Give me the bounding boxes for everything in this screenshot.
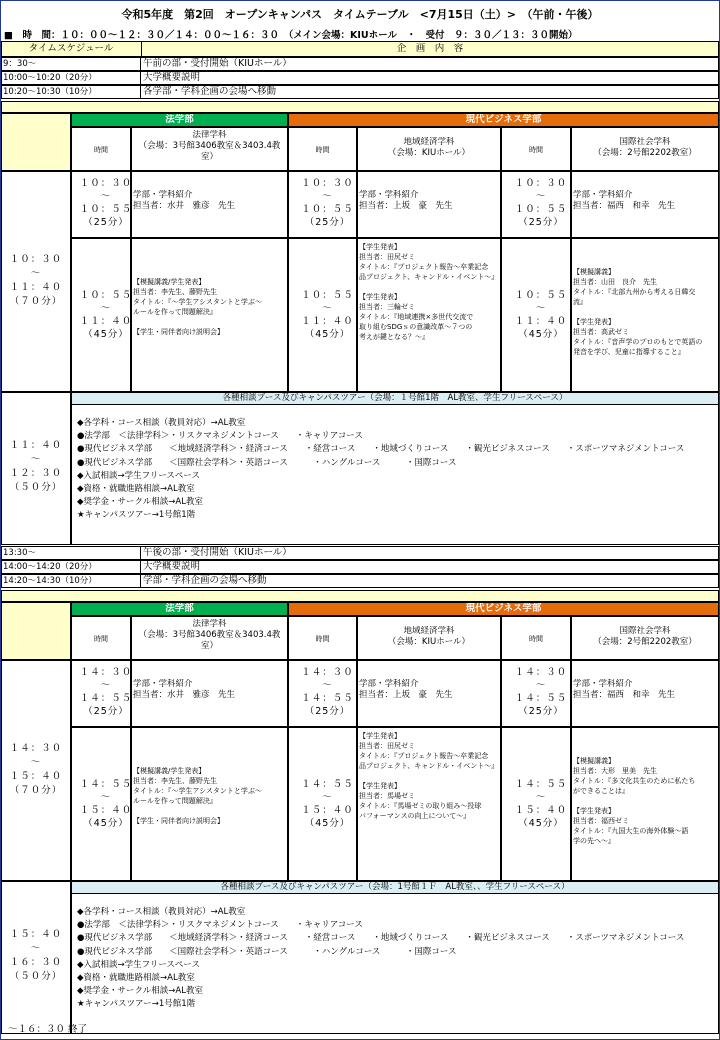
pm-time-header: 時間 (94, 635, 108, 643)
am-dept-law: 法律学科 （会場：3号館3406教室＆3403.4教 室） (138, 130, 281, 162)
am-time-header: 時間 (315, 146, 330, 154)
am-a1-time: １０：３０ ～ １０：５５ （25分） (514, 178, 568, 228)
am-block-time: １０：３０ ～ １１：４０ （７０分） (9, 254, 63, 307)
pm-a2-time: １４：５５ ～ １５：４０ （45分） (514, 779, 568, 829)
am-dept-regional: 地域経済学科 （会場：KIUホール） (387, 137, 471, 158)
pm-a2-law: 【模擬講義/学生発表】 担当者：李先生、藤野先生 タイトル：『～学生アシスタントと学ぶ～ ルールを作って問題解決』 【学生・同伴者向け説明会】 (133, 767, 262, 825)
pm-block-time: １４：３０ ～ １５：４０ （７０分） (9, 743, 63, 796)
am-a2-time: １０：５５ ～ １１：４０ （45分） (301, 290, 354, 340)
am-a1-intl: 学部・学科紹介 担当者：福西 和幸 先生 (573, 190, 676, 211)
am-info-text: 午前の部・受付開始（KIUホール） (143, 58, 292, 69)
am-info-text: 大学概要説明 (143, 72, 201, 83)
am-a1-law: 学部・学科紹介 担当者：水井 雅彦 先生 (133, 190, 236, 211)
pm-dept-intl: 国際社会学科 （会場：2号館2202教室） (593, 626, 697, 647)
pm-time-header: 時間 (315, 635, 330, 643)
pm-info-text: 大学概要説明 (143, 561, 201, 572)
pm-law-label: 法学部 (165, 603, 194, 614)
pm-a1-time: １４：３０ ～ １４：５５ （25分） (301, 667, 354, 717)
am-corner (1, 113, 71, 171)
page-subtitle: ■ 時 間：１０：００～１２：３０／１４：００～１６：３０ （メイン会場：KIUホール ・ 受付 ９：３０／１３：３０開始） (4, 30, 578, 41)
am-time-header: 時間 (529, 146, 543, 154)
pm-biz-label: 現代ビジネス学部 (465, 603, 542, 614)
am-booth-body: ◆各学科・コース相談（教員対応）→AL教室 ●法学部 ＜法律学科＞・リスクマネジメントコース ・キャリアコース ●現代ビジネス学部 ＜地域経済学科＞・経済コース ・経営コース ・地域づくりコース ・観光ビジネスコース ・スポーツマネジメントコース ●現代ビジネス学部 ＜国際社会学科＞・英語コース ・ハングルコース ・国際コース ◆入試相談→学生フリースペース ◆資格・就職進路相談→AL教室 ◆奨学金・サークル相談→AL教室 ★キャンパスツアー→1号館1階 (77, 418, 685, 521)
pm-a1-regional: 学部・学科紹介 担当者：上坂 豪 先生 (359, 679, 453, 700)
pm-a2-time: １４：５５ ～ １５：４０ （45分） (301, 779, 354, 829)
am-a1-regional: 学部・学科紹介 担当者：上坂 豪 先生 (359, 190, 453, 211)
am-booth-title: 各種相談ブース及びキャンパスツアー（会場：１号館1階 AL教室、学生フリースペース） (222, 393, 568, 403)
pm-corner (1, 602, 71, 660)
am-law-label: 法学部 (165, 114, 194, 125)
pm-dept-regional: 地域経済学科 （会場：KIUホール） (387, 626, 471, 647)
pm-booth-body: ◆各学科・コース相談（教員対応）→AL教室 ●法学部 ＜法律学科＞・リスクマネジメントコース ・キャリアコース ●現代ビジネス学部 ＜地域経済学科＞・経済コース ・経営コース ・地域づくりコース ・観光ビジネスコース ・スポーツマネジメントコース ●現代ビジネス学部 ＜国際社会学科＞・英語コース ・ハングルコース ・国際コース ◆入試相談→学生フリースペース ◆資格・就職進路相談→AL教室 ◆奨学金・サークル相談→AL教室 ★キャンパスツアー→1号館1階 (77, 907, 685, 1010)
end-time: ～１６：３０ 終了 (8, 1024, 88, 1035)
header-schedule: タイムスケジュール (28, 43, 114, 54)
divider (141, 41, 142, 57)
am-a1-time: １０：３０ ～ １０：５５ （25分） (79, 178, 133, 228)
pm-a1-time: １４：３０ ～ １４：５５ （25分） (79, 667, 133, 717)
am-booth-time: １１：４０ ～ １２：３０ （５０分） (9, 440, 63, 493)
am-info-text: 各学部・学科企画の会場へ移動 (143, 86, 277, 97)
am-a2-regional: 【学生発表】 担当者：田尻ゼミ タイトル：『プロジェクト報告～卒業記念 品プロジェクト、キャンドル・イベント～』 【学生発表】 担当者：三輪ゼミ タイトル：『地域連携×多世代交流で 取り組むSDGｓの意識改革～７つの 考えが鍵となる？～』 (359, 243, 499, 341)
pm-info-time: 14:20～14:30（10分） (3, 576, 97, 586)
pm-info-time: 14:00～14:20（20分） (3, 562, 97, 572)
pm-a2-regional: 【学生発表】 担当者：田尻ゼミ タイトル：『プロジェクト報告～卒業記念 品プロジェクト、キャンドル・イベント～』 【学生発表】 担当者：馬場ゼミ タイトル：『馬場ゼミの取り組み～投球 パフォーマンスの向上について～』 (359, 732, 499, 820)
pm-booth-title: 各種相談ブース及びキャンパスツアー（会場：1号館１Ｆ AL教室、、学生フリースペース） (220, 882, 570, 892)
am-dept-intl: 国際社会学科 （会場：2号館2202教室） (593, 137, 697, 158)
pm-dept-law: 法律学科 （会場：3号館3406教室＆3403.4教 室） (138, 619, 281, 651)
pm-spacer (1, 590, 719, 602)
am-info-time: 10:00～10:20（20分） (3, 73, 97, 83)
pm-info-text: 午後の部・受付開始（KIUホール） (143, 547, 292, 558)
am-a1-time: １０：３０ ～ １０：５５ （25分） (301, 178, 354, 228)
pm-a1-law: 学部・学科紹介 担当者：水井 雅彦 先生 (133, 679, 236, 700)
pm-info-time: 13:30～ (3, 548, 36, 558)
pm-booth-time: １５：４０ ～ １６：３０ （５０分） (9, 929, 63, 982)
pm-a1-time: １４：３０ ～ １４：５５ （25分） (514, 667, 568, 717)
am-time-header: 時間 (94, 146, 108, 154)
am-a2-intl: 【模擬講義】 担当者：山田 良介 先生 タイトル：『北部九州から考える日韓交 流』 【学生発表】 担当者：高武ゼミ タイトル：『音声学のプロのもとで英語の 発音を学び、児童に指導すること』 (573, 268, 703, 356)
header-content: 企 画 内 容 (396, 43, 464, 54)
am-info-time: 10:20～10:30（10分） (3, 87, 97, 97)
page-title: 令和5年度 第2回 オープンキャンパス タイムテーブル <7月15日（土）> （午前・午後） (121, 8, 599, 21)
pm-a2-time: １４：５５ ～ １５：４０ （45分） (79, 779, 133, 829)
pm-time-header: 時間 (529, 635, 543, 643)
am-spacer (1, 101, 719, 113)
pm-info-text: 学部・学科企画の会場へ移動 (143, 575, 267, 586)
am-a2-law: 【模擬講義/学生発表】 担当者：李先生、藤野先生 タイトル：『～学生アシスタントと学ぶ～ ルールを作って問題解決』 【学生・同伴者向け説明会】 (133, 278, 262, 336)
am-a2-time: １０：５５ ～ １１：４０ （45分） (514, 290, 568, 340)
am-biz-label: 現代ビジネス学部 (465, 114, 542, 125)
am-a2-time: １０：５５ ～ １１：４０ （45分） (79, 290, 133, 340)
pm-a1-intl: 学部・学科紹介 担当者：福西 和幸 先生 (573, 679, 676, 700)
am-info-time: 9：30～ (3, 59, 37, 69)
pm-a2-intl: 【模擬講義】 担当者：大形 里美 先生 タイトル：『多文化共生のために私たち ができることは』 【学生発表】 担当者：福西ゼミ タイトル：『九国大生の海外体験～語 学の先へ～』 (573, 757, 696, 845)
